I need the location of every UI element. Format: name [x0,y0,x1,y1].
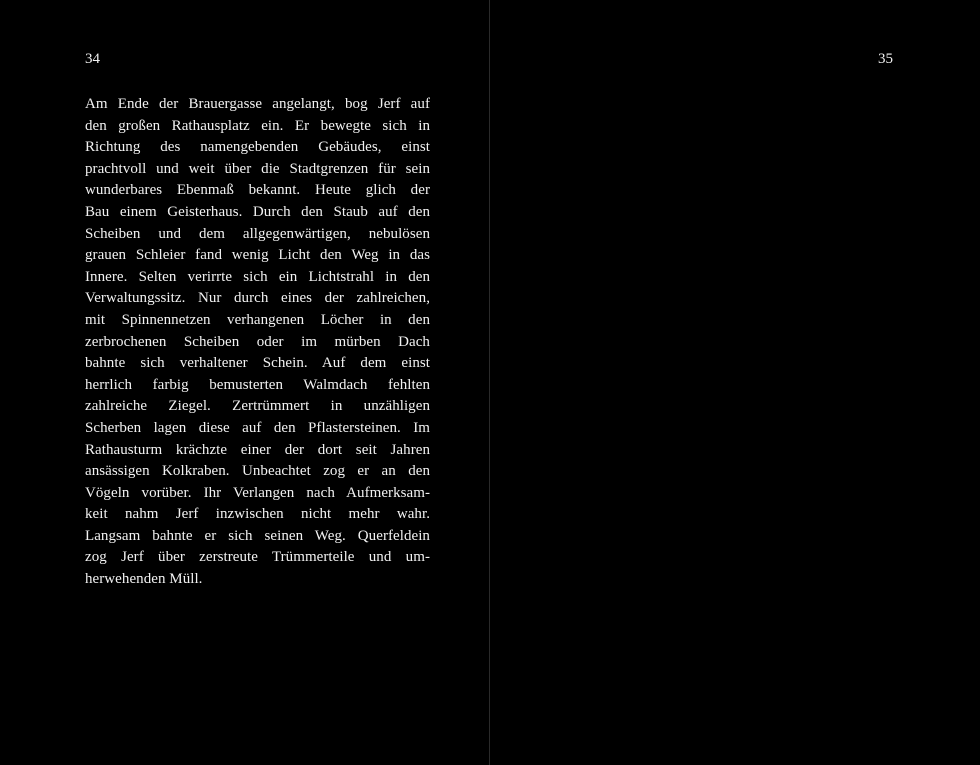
text-line: wunderbares Ebenmaß bekannt. Heute glich der [85,182,430,199]
text-line: ansässigen Kolkraben. Unbeachtet zog er an den [85,463,430,480]
text-line: Vögeln vorüber. Ihr Verlangen nach Aufmerksam- [85,484,430,501]
text-line: herrlich farbig bemusterten Walmdach fehlten [85,376,430,393]
text-line: bahnte sich verhaltener Schein. Auf dem einst [85,355,430,372]
text-line: Scheiben und dem allgegenwärtigen, nebulösen [85,225,430,242]
text-line: den großen Rathausplatz ein. Er bewegte sich in [85,117,430,134]
text-line: zog Jerf über zerstreute Trümmerteile und um- [85,549,430,566]
text-line: Scherben lagen diese auf den Pflastersteinen. Im [85,419,430,436]
page-number-left: 34 [85,51,100,67]
body-text [85,94,430,591]
text-line: zahlreiche Ziegel. Zertrümmert in unzähligen [85,398,430,415]
text-line: Rathausturm krächzte einer der dort seit Jahren [85,441,430,458]
left-page [0,0,489,765]
text-line: prachtvoll und weit über die Stadtgrenzen für sein [85,160,430,177]
right-page [490,0,980,765]
page-number-right: 35 [878,51,893,67]
text-line: herwehenden Müll. [85,571,203,588]
text-line: grauen Schleier fand wenig Licht den Weg in das [85,247,430,264]
text-line: Am Ende der Brauergasse angelangt, bog Jerf auf [85,96,430,112]
text-line: Bau einem Geisterhaus. Durch den Staub auf den [85,203,430,220]
text-line: Verwaltungssitz. Nur durch eines der zahlreichen, [85,290,430,307]
text-line: zerbrochenen Scheiben oder im mürben Dach [85,333,430,350]
text-line: Innere. Selten verirrte sich ein Lichtstrahl in den [85,268,430,285]
text-line: Langsam bahnte er sich seinen Weg. Querfeldein [85,527,430,544]
text-line: keit nahm Jerf inzwischen nicht mehr wahr. [85,506,430,523]
text-line: Richtung des namengebenden Gebäudes, einst [85,139,430,156]
text-line: mit Spinnennetzen verhangenen Löcher in den [85,311,430,328]
